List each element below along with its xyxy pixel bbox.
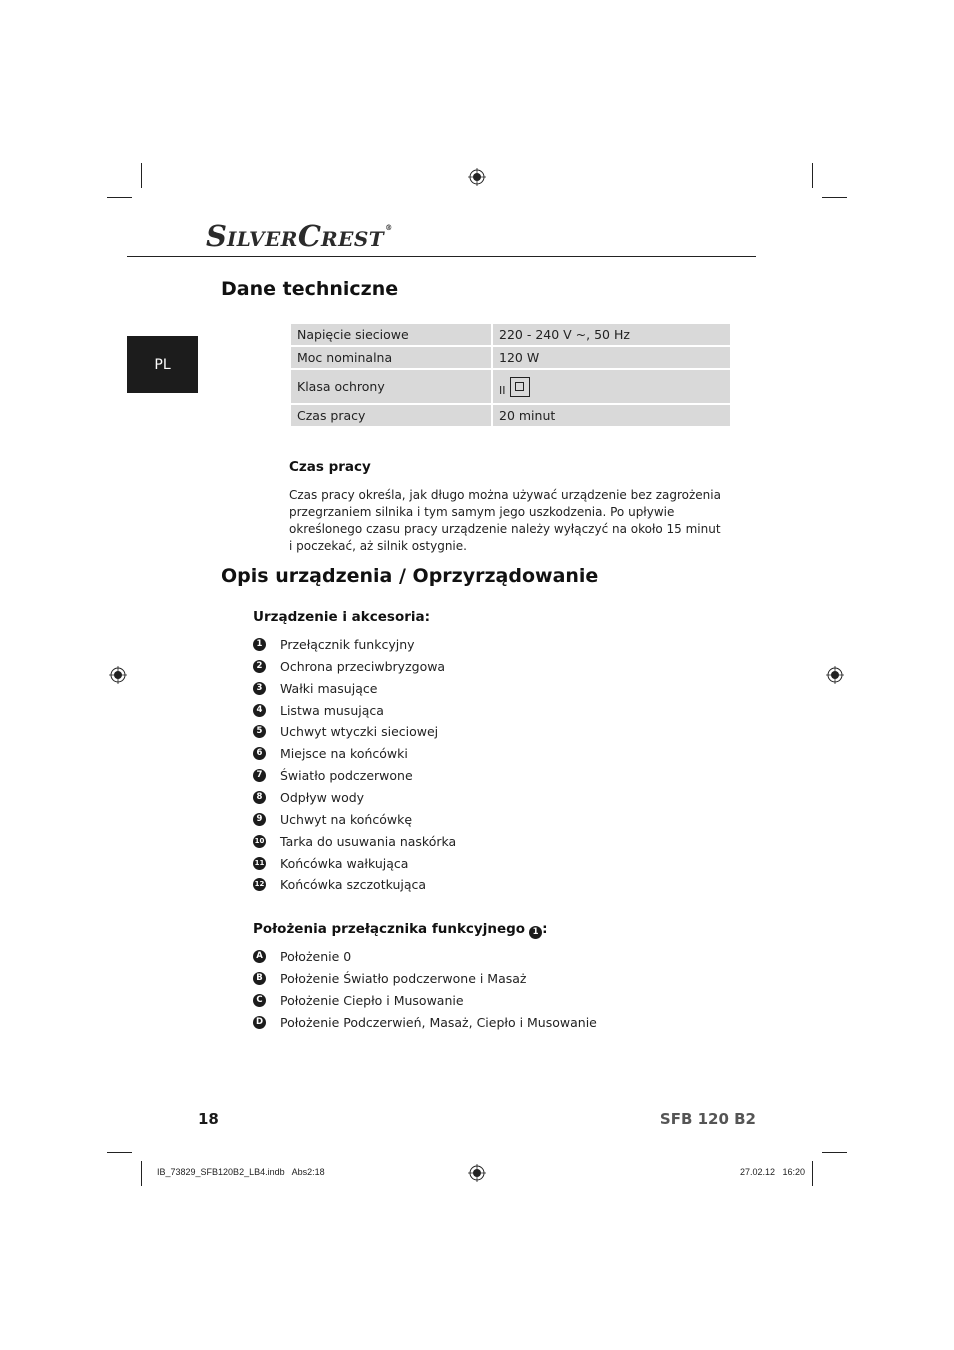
list-item-label: Przełącznik funkcyjny — [280, 636, 415, 652]
list-item-label: Tarka do usuwania naskórka — [280, 833, 457, 849]
spec-label: Napięcie sieciowe — [291, 324, 491, 345]
list-item — [253, 722, 438, 740]
registration-mark-icon — [468, 1164, 486, 1182]
letter-badge: A — [253, 950, 266, 963]
number-badge: 6 — [253, 747, 266, 760]
crop-mark — [107, 1152, 132, 1153]
number-badge: 7 — [253, 769, 266, 782]
letter-badge: D — [253, 1016, 266, 1029]
spec-label: Klasa ochrony — [291, 370, 491, 403]
list-item — [253, 679, 377, 697]
print-date: 27.02.12 16:20 — [739, 1167, 805, 1177]
registration-mark-icon — [468, 168, 486, 186]
registration-mark-icon — [109, 666, 127, 684]
list-item-label: Wałki masujące — [280, 680, 378, 696]
protection-class-text: II — [499, 383, 506, 397]
list-item-label: Położenie Światło podczerwone i Masaż — [280, 970, 527, 986]
table-row — [291, 347, 730, 368]
spec-label: Czas pracy — [291, 405, 491, 426]
spec-table — [289, 322, 732, 428]
table-row — [291, 370, 730, 403]
list-item-label: Końcówka wałkująca — [280, 855, 409, 871]
brand-logo: SILVERCREST® — [206, 219, 393, 253]
list-item — [253, 766, 413, 784]
list-item-label: Światło podczerwone — [280, 767, 413, 783]
list-item-label: Miejsce na końcówki — [280, 745, 408, 761]
section-title-tech: Dane techniczne — [221, 278, 399, 300]
section-title-description: Opis urządzenia / Oprzyrządowanie — [221, 565, 599, 587]
list-item — [253, 810, 412, 828]
header-rule — [127, 256, 756, 257]
crop-mark — [141, 163, 142, 188]
spec-value: 20 minut — [493, 405, 730, 426]
page-number: 18 — [198, 1110, 219, 1128]
number-badge: 1 — [253, 638, 266, 651]
letter-badge: B — [253, 972, 266, 985]
number-badge: 5 — [253, 725, 266, 738]
list-item — [253, 1013, 597, 1031]
list-item-label: Uchwyt wtyczki sieciowej — [280, 723, 439, 739]
number-badge: 8 — [253, 791, 266, 804]
crop-mark — [812, 1161, 813, 1186]
list-item — [253, 969, 526, 987]
number-badge: 11 — [253, 857, 266, 870]
table-row — [291, 405, 730, 426]
spec-value: 120 W — [493, 347, 730, 368]
language-tab: PL — [127, 336, 198, 393]
list-item — [253, 701, 384, 719]
letter-badge: C — [253, 994, 266, 1007]
list-item-label: Uchwyt na końcówkę — [280, 811, 413, 827]
number-badge: 12 — [253, 878, 266, 891]
spec-value: 220 - 240 V ~, 50 Hz — [493, 324, 730, 345]
registration-mark-icon — [826, 666, 844, 684]
model-name: SFB 120 B2 — [659, 1110, 756, 1128]
positions-heading — [253, 921, 547, 939]
spec-label: Moc nominalna — [291, 347, 491, 368]
list-item-label: Położenie 0 — [280, 948, 352, 964]
spec-value-class — [493, 370, 730, 403]
number-badge: 2 — [253, 660, 266, 673]
worktime-text: Czas pracy określa, jak długo można używać urządzenie bez zagrożenia przegrzaniem silnika i tym samym jego uszkodzenia. Po upływie określonego czasu pracy urządzenie należy wyłączyć na około 15 minut i poczekać, aż silnik ostygnie. — [289, 488, 721, 553]
list-item — [253, 744, 408, 762]
crop-mark — [107, 197, 132, 198]
worktime-heading: Czas pracy — [289, 459, 371, 475]
number-badge: 1 — [529, 926, 542, 939]
list-item-label: Końcówka szczotkująca — [280, 876, 427, 892]
list-item-label: Położenie Podczerwień, Masaż, Ciepło i Musowanie — [280, 1014, 597, 1030]
positions-heading-text: Położenia przełącznika funkcyjnego — [253, 921, 526, 937]
crop-mark — [812, 163, 813, 188]
number-badge: 9 — [253, 813, 266, 826]
file-info: IB_73829_SFB120B2_LB4.indb Abs2:18 — [157, 1167, 325, 1177]
list-item — [253, 657, 445, 675]
list-item — [253, 832, 456, 850]
crop-mark — [822, 1152, 847, 1153]
list-item — [253, 635, 415, 653]
list-item-label: Listwa musująca — [280, 702, 384, 718]
list-item — [253, 991, 464, 1009]
list-item-label: Położenie Ciepło i Musowanie — [280, 992, 464, 1008]
table-row — [291, 324, 730, 345]
list-item-label: Odpływ wody — [280, 789, 365, 805]
number-badge: 3 — [253, 682, 266, 695]
number-badge: 4 — [253, 704, 266, 717]
crop-mark — [822, 197, 847, 198]
list-item — [253, 947, 351, 965]
protection-class-ii-icon — [510, 377, 530, 397]
number-badge: 10 — [253, 835, 266, 848]
parts-heading: Urządzenie i akcesoria: — [253, 609, 431, 625]
list-item — [253, 854, 408, 872]
list-item — [253, 875, 426, 893]
positions-heading-suffix: : — [542, 921, 548, 937]
list-item-label: Ochrona przeciwbryzgowa — [280, 658, 446, 674]
crop-mark — [141, 1161, 142, 1186]
list-item — [253, 788, 364, 806]
